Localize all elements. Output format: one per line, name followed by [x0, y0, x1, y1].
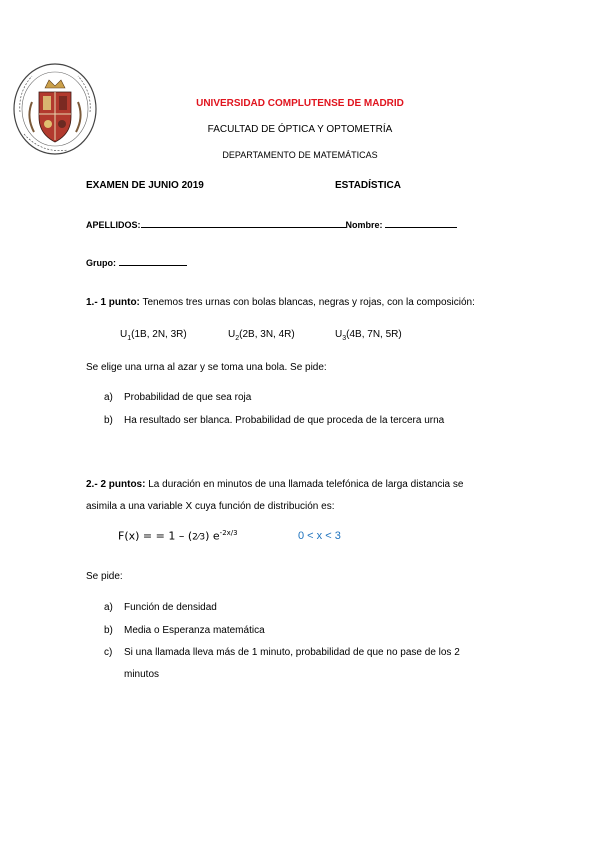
- group-label: Grupo:: [86, 258, 116, 268]
- q2-text-line1: La duración en minutos de una llamada telefónica de larga distancia se: [148, 479, 464, 490]
- urn-1: $U_1(1B$, 2N, 3R): [120, 329, 187, 342]
- q1-number: 1.-: [86, 297, 98, 308]
- surname-field[interactable]: [86, 220, 457, 230]
- faculty-name: FACULTAD DE ÓPTICA Y OPTOMETRÍA: [207, 124, 393, 135]
- exam-subject: ESTADÍSTICA: [335, 180, 401, 191]
- q1-points: 1 punto:: [100, 297, 140, 308]
- q1-item-b: b) Ha resultado ser blanca. Probabilidad de que proceda de la tercera urna: [104, 415, 445, 426]
- q2-item-b: b) Media o Esperanza matemática: [104, 625, 265, 636]
- question-2: [86, 479, 463, 490]
- name-line: [385, 226, 457, 228]
- q1-intro: Se elige una urna al azar y se toma una bola. Se pide:: [86, 362, 327, 373]
- group-line: [119, 264, 187, 266]
- exam-title: EXAMEN DE JUNIO 2019: [86, 180, 204, 191]
- name-label: Nombre:: [345, 220, 383, 230]
- q1-item-a: a) Probabilidad de que sea roja: [104, 392, 252, 403]
- urn-2: $U_2(2B$, 3N, 4R): [228, 329, 295, 342]
- q2-number: 2.-: [86, 479, 98, 490]
- formula-range: 0 < x < 3: [298, 530, 341, 542]
- question-1: [86, 297, 475, 308]
- university-seal-logo: [12, 62, 98, 157]
- surname-line: [141, 226, 346, 228]
- group-field[interactable]: [86, 258, 187, 268]
- department-name: DEPARTAMENTO DE MATEMÁTICAS: [222, 150, 378, 160]
- distribution-formula: F(x) = = 1 – (2⁄3) $e^{-2x/3}$: [118, 529, 238, 543]
- q2-points: 2 puntos:: [100, 479, 146, 490]
- q1-text: Tenemos tres urnas con bolas blancas, negras y rojas, con la composición:: [142, 297, 475, 308]
- urn-3: $U_3(4B$, 7N, 5R): [335, 329, 402, 342]
- q2-item-c-continuation: minutos: [124, 669, 160, 680]
- university-name: UNIVERSIDAD COMPLUTENSE DE MADRID: [196, 98, 404, 109]
- q2-item-c: c) Si una llamada lleva más de 1 minuto, probabilidad de que no pase de los 2: [104, 647, 460, 658]
- surname-label: APELLIDOS:: [86, 220, 141, 230]
- q2-intro: Se pide:: [86, 571, 123, 582]
- q2-item-a: a) Función de densidad: [104, 602, 217, 613]
- q2-text-line2: asimila a una variable X cuya función de distribución es:: [86, 501, 335, 512]
